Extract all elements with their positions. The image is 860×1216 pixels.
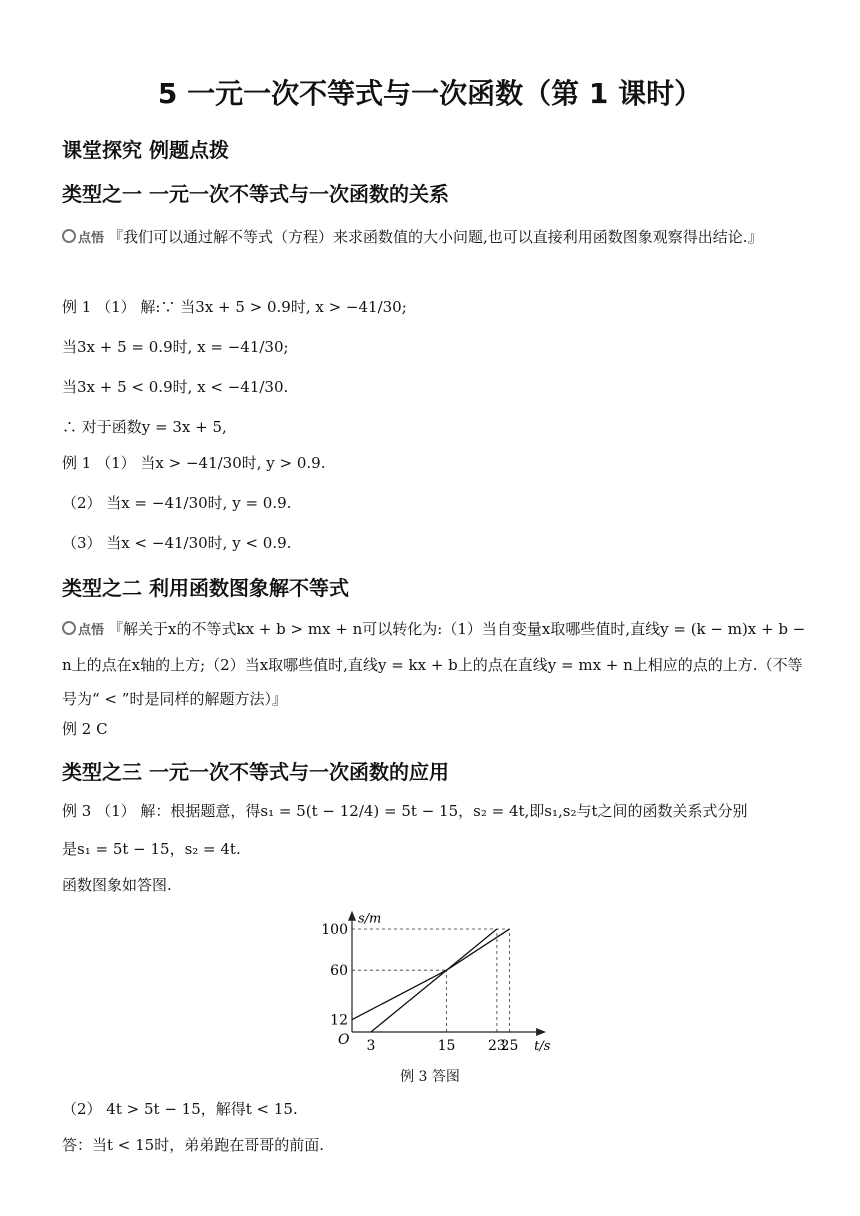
y-tick-label: 60 [330,963,348,980]
x-tick-label: 25 [500,1038,519,1054]
type1-heading: 类型之一 一元一次不等式与一次函数的关系 [62,182,449,206]
page-title: 5 一元一次不等式与一次函数（第 1 课时） [157,77,703,110]
ex2-answer: 例 2 C [62,720,108,738]
y-axis-arrow [348,911,356,921]
type2-tip-text: 『解关于x的不等式kx + b > mx + n可以转化为:（1）当自变量x取哪些值时,直线y = (k − m)x + b − n上的点在x轴的上方;（2）当x取哪些值时,直线y = kx + b上的点在直线y = mx + n上相应的点的上方.（不等号为“ < ”时是同样的解题方法）』 [62,620,806,708]
x-tick-label: 23 [487,1038,506,1054]
type3-heading: 类型之三 一元一次不等式与一次函数的应用 [62,760,449,784]
ex1-line-2: 当3x + 5 = 0.9时, x = −41/30; [62,338,289,356]
ex1-line-1: 例 1 （1） 解:∵ 当3x + 5 > 0.9时, x > −41/30; [62,298,407,316]
ex1-line-6: （2） 当x = −41/30时, y = 0.9. [62,494,292,512]
y-tick-label: 12 [330,1012,348,1029]
type2-heading: 类型之二 利用函数图象解不等式 [62,576,349,600]
x-tick-label: 15 [437,1038,456,1054]
ex1-line-3: 当3x + 5 < 0.9时, x < −41/30. [62,378,289,396]
x-tick-label: 3 [366,1038,376,1054]
series-line-2 [371,929,497,1032]
section-heading: 课堂探究 例题点拨 [62,138,229,162]
ex3-graph [0,900,860,1060]
ex1-line-5: 例 1 （1） 当x > −41/30时, y > 0.9. [62,454,326,472]
magnifier-icon: 点悟 [62,614,104,648]
ex1-line-4: ∴ 对于函数y = 3x + 5, [62,418,227,436]
ex3-line-5: 答：当t < 15时，弟弟跑在哥哥的前面. [62,1136,324,1154]
ex1-line-7: （3） 当x < −41/30时, y < 0.9. [62,534,292,552]
y-axis-label: s/m [358,911,382,927]
ex3-line-2: 是s₁ = 5t − 15，s₂ = 4t. [62,840,241,858]
series-line-1 [352,929,510,1020]
type1-tip [62,220,807,256]
ex3-caption: 例 3 答图 [400,1069,460,1085]
ex3-line-3: 函数图象如答图. [62,876,172,894]
x-axis-arrow [536,1028,546,1036]
y-tick-label: 100 [321,922,348,938]
origin-label: O [338,1032,350,1048]
type2-tip [62,612,807,716]
x-axis-label: t/s [534,1039,551,1054]
ex3-line-1: 例 3 （1） 解：根据题意，得s₁ = 5(t − 12/4) = 5t − 15，s₂ = 4t,即s₁,s₂与t之间的函数关系式分别 [62,802,748,820]
magnifier-icon: 点悟 [62,222,104,256]
type1-tip-text: 『我们可以通过解不等式（方程）来求函数值的大小问题,也可以直接利用函数图象观察得出结论.』 [108,228,763,246]
ex3-line-4: （2） 4t > 5t − 15，解得t < 15. [62,1100,298,1118]
